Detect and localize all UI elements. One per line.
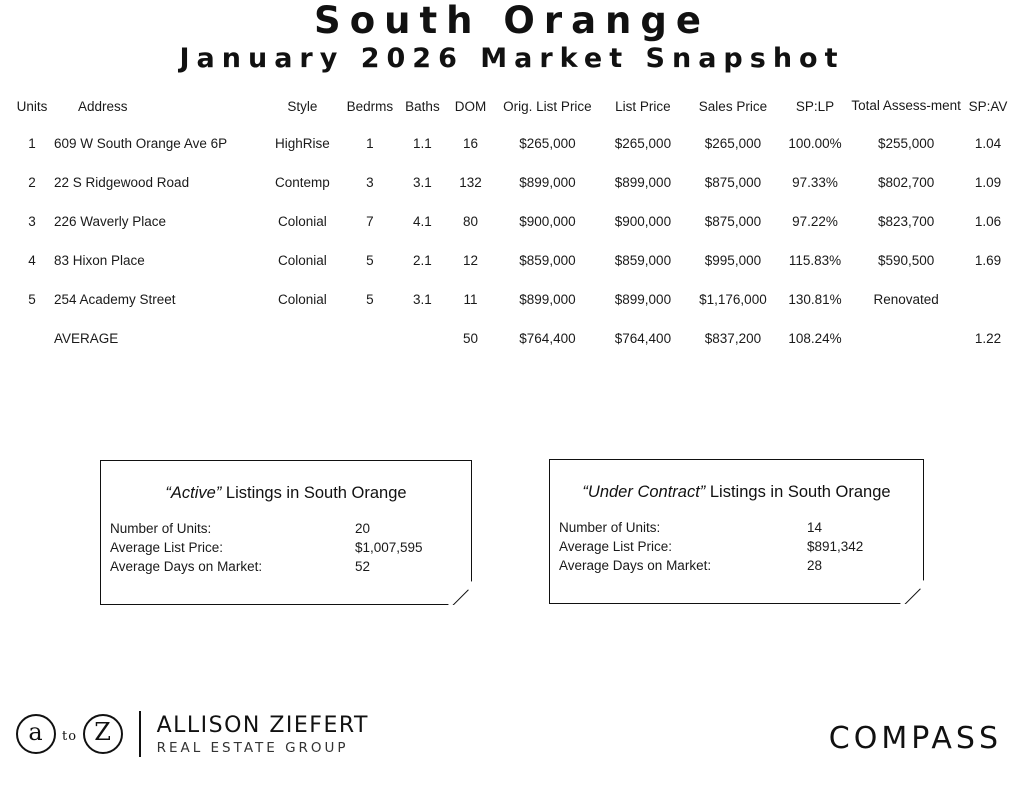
cell-sales-price: $1,176,000 xyxy=(699,291,767,307)
agency-tagline: REAL ESTATE GROUP xyxy=(156,739,349,756)
list-item xyxy=(110,538,463,557)
market-table xyxy=(10,97,1014,358)
column-header-sales-price: Sales Price xyxy=(698,98,768,114)
column-header-baths: Baths xyxy=(405,98,440,114)
active-listings-title-quoted: “Active” xyxy=(165,484,222,502)
cell-total-assessment: $802,700 xyxy=(877,174,935,190)
cell-bedrms: 5 xyxy=(366,291,374,307)
cell-bedrms: 5 xyxy=(366,252,374,268)
cell-average-sp-lp: 108.24% xyxy=(788,330,842,346)
cell-address: 609 W South Orange Ave 6P xyxy=(53,135,228,151)
cell-dom: 16 xyxy=(462,135,478,151)
active-avg-list-price-label: Average List Price: xyxy=(110,540,224,556)
table-row xyxy=(10,202,1014,241)
table-row xyxy=(10,280,1014,319)
cell-sp-av: 1.69 xyxy=(974,252,1002,268)
cell-total-assessment: $823,700 xyxy=(877,213,935,229)
cell-dom: 80 xyxy=(462,213,478,229)
cell-average-label: AVERAGE xyxy=(53,330,119,346)
cell-average-bedrms xyxy=(341,319,400,358)
cell-baths: 3.1 xyxy=(413,174,432,190)
cell-dom: 12 xyxy=(462,252,478,268)
cell-list-price: $859,000 xyxy=(614,252,672,268)
agency-logo xyxy=(16,711,369,757)
agency-wordmark xyxy=(157,713,369,756)
cell-average-sales-price: $837,200 xyxy=(704,330,762,346)
cell-sales-price: $265,000 xyxy=(704,135,762,151)
cell-address: 226 Waverly Place xyxy=(53,213,167,229)
footer xyxy=(0,707,1024,777)
uc-avg-list-price-label: Average List Price: xyxy=(559,539,673,555)
list-item xyxy=(559,537,915,556)
cell-baths: 2.1 xyxy=(413,252,432,268)
cell-total-assessment: Renovated xyxy=(873,291,939,307)
cell-list-price: $265,000 xyxy=(614,135,672,151)
logo-word-to: to xyxy=(62,729,78,744)
cell-sp-lp: 130.81% xyxy=(788,291,842,307)
cell-list-price: $899,000 xyxy=(614,174,672,190)
under-contract-title-quoted: “Under Contract” xyxy=(582,483,706,501)
list-item xyxy=(559,518,915,537)
cell-average-style xyxy=(264,319,340,358)
under-contract-listings-note xyxy=(549,459,924,604)
table-row xyxy=(10,241,1014,280)
cell-baths: 1.1 xyxy=(413,135,432,151)
folded-corner-icon xyxy=(900,580,924,604)
cell-bedrms: 1 xyxy=(366,135,374,151)
cell-address: 83 Hixon Place xyxy=(53,252,145,268)
column-header-address: Address xyxy=(77,98,128,114)
cell-style: Colonial xyxy=(277,291,327,307)
cell-dom: 132 xyxy=(459,174,482,190)
logo-letter-a: a xyxy=(16,714,56,754)
column-header-total-assessment: Total Assess-ment xyxy=(851,98,961,114)
cell-units: 4 xyxy=(28,252,36,268)
column-header-units: Units xyxy=(16,98,48,114)
cell-average-dom: 50 xyxy=(462,330,478,346)
cell-sp-lp: 97.33% xyxy=(792,174,838,190)
cell-dom: 11 xyxy=(463,291,478,307)
active-listings-note xyxy=(100,460,472,605)
logo-divider xyxy=(139,711,141,757)
table-row xyxy=(10,163,1014,202)
active-avg-dom-label: Average Days on Market: xyxy=(110,559,263,575)
cell-address: 22 S Ridgewood Road xyxy=(53,174,190,190)
cell-baths: 3.1 xyxy=(413,291,432,307)
cell-orig-list-price: $900,000 xyxy=(519,213,576,229)
cell-orig-list-price: $899,000 xyxy=(519,174,576,190)
cell-units: 5 xyxy=(28,291,36,307)
table-header-row xyxy=(10,97,1014,124)
column-header-sp-av: SP:AV xyxy=(968,98,1008,114)
cell-average-baths xyxy=(399,319,446,358)
table-average-row xyxy=(10,319,1014,358)
active-listings-rows xyxy=(101,519,471,576)
cell-average-units xyxy=(10,319,54,358)
list-item xyxy=(559,556,915,575)
active-avg-dom-value: 52 xyxy=(355,559,371,575)
column-header-bedrms: Bedrms xyxy=(346,98,394,114)
cell-sales-price: $875,000 xyxy=(704,213,762,229)
cell-sp-lp: 100.00% xyxy=(788,135,842,151)
logo-letter-z: Z xyxy=(83,714,123,754)
cell-style: Contemp xyxy=(274,174,330,190)
under-contract-rows xyxy=(550,518,923,575)
under-contract-title-rest: Listings in South Orange xyxy=(705,483,891,501)
brokerage-logo: COMPASS xyxy=(828,721,1002,756)
active-avg-list-price-value: $1,007,595 xyxy=(355,540,423,556)
cell-average-list-price: $764,400 xyxy=(614,330,672,346)
active-units-label: Number of Units: xyxy=(110,521,212,536)
cell-list-price: $900,000 xyxy=(614,213,672,229)
folded-corner-icon xyxy=(448,581,472,605)
page-subtitle: January 2026 Market Snapshot xyxy=(179,42,845,74)
cell-address: 254 Academy Street xyxy=(53,291,176,307)
uc-units-value: 14 xyxy=(807,520,823,535)
cell-style: HighRise xyxy=(274,135,330,151)
cell-average-sp-av: 1.22 xyxy=(974,330,1002,346)
list-item xyxy=(110,557,463,576)
cell-sales-price: $995,000 xyxy=(704,252,762,268)
page-title-block xyxy=(0,0,1024,75)
column-header-dom: DOM xyxy=(454,98,487,114)
column-header-orig-list-price: Orig. List Price xyxy=(503,98,592,114)
active-units-value: 20 xyxy=(355,521,371,536)
cell-sp-lp: 97.22% xyxy=(792,213,838,229)
cell-bedrms: 7 xyxy=(366,213,374,229)
column-header-list-price: List Price xyxy=(615,98,671,114)
cell-sales-price: $875,000 xyxy=(704,174,762,190)
cell-sp-lp: 115.83% xyxy=(788,252,842,268)
cell-orig-list-price: $899,000 xyxy=(519,291,576,307)
cell-units: 1 xyxy=(28,135,36,151)
cell-sp-av: 1.09 xyxy=(974,174,1002,190)
a-to-z-monogram-icon xyxy=(16,714,123,754)
cell-sp-av: 1.04 xyxy=(974,135,1002,151)
cell-total-assessment: $255,000 xyxy=(877,135,935,151)
summary-notes xyxy=(0,460,1024,610)
cell-sp-av xyxy=(962,280,1014,319)
market-table-wrapper xyxy=(0,97,1024,358)
table-row xyxy=(10,124,1014,163)
cell-list-price: $899,000 xyxy=(614,291,672,307)
cell-bedrms: 3 xyxy=(366,174,374,190)
cell-sp-av: 1.06 xyxy=(974,213,1002,229)
under-contract-title xyxy=(550,483,923,502)
agency-name: ALLISON ZIEFERT xyxy=(156,712,369,738)
active-listings-title-rest: Listings in South Orange xyxy=(221,484,407,502)
cell-average-orig-list-price: $764,400 xyxy=(519,330,576,346)
cell-style: Colonial xyxy=(277,213,327,229)
cell-units: 3 xyxy=(28,213,36,229)
column-header-style: Style xyxy=(287,98,318,114)
column-header-sp-lp: SP:LP xyxy=(795,98,835,114)
cell-baths: 4.1 xyxy=(413,213,432,229)
list-item xyxy=(110,519,463,538)
cell-units: 2 xyxy=(28,174,36,190)
cell-style: Colonial xyxy=(277,252,327,268)
page-title: South Orange xyxy=(314,0,710,42)
uc-avg-dom-value: 28 xyxy=(807,558,823,574)
uc-avg-dom-label: Average Days on Market: xyxy=(559,558,712,574)
uc-units-label: Number of Units: xyxy=(559,520,661,535)
active-listings-title xyxy=(101,484,471,503)
cell-average-total-assessment xyxy=(850,319,962,358)
cell-orig-list-price: $265,000 xyxy=(519,135,576,151)
cell-total-assessment: $590,500 xyxy=(877,252,935,268)
uc-avg-list-price-value: $891,342 xyxy=(807,539,864,555)
cell-orig-list-price: $859,000 xyxy=(519,252,576,268)
